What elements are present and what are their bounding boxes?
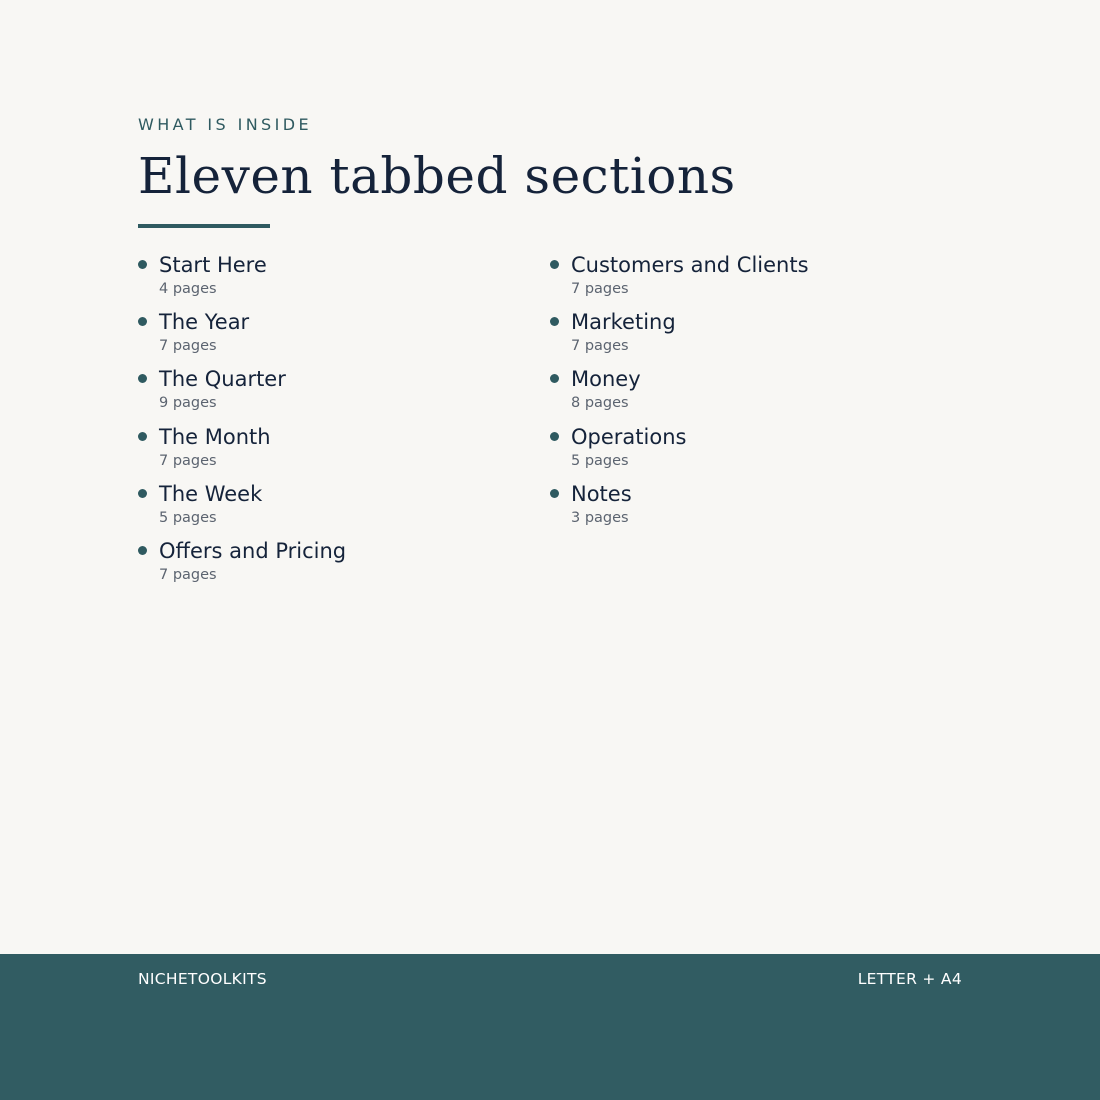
section-page-count: 7 pages — [159, 452, 217, 469]
section-item — [550, 309, 809, 366]
section-name: Customers and Clients — [571, 253, 809, 277]
footer-format: LETTER + A4 — [857, 970, 962, 988]
page-title: Eleven tabbed sections — [138, 147, 736, 205]
section-page-count: 7 pages — [571, 338, 629, 355]
title-underline-divider — [138, 224, 270, 228]
section-item — [138, 252, 346, 309]
sections-column-right — [550, 252, 809, 538]
bullet-dot-icon — [138, 432, 147, 441]
section-name: Notes — [571, 481, 632, 506]
section-item — [138, 481, 346, 538]
main-content — [138, 115, 988, 583]
eyebrow-label: WHAT IS INSIDE — [138, 115, 312, 134]
section-page-count: 9 pages — [159, 395, 217, 412]
section-page-count: 5 pages — [571, 452, 629, 469]
section-name: Offers and Pricing — [159, 538, 347, 563]
section-page-count: 8 pages — [571, 395, 629, 412]
section-page-count: 7 pages — [159, 566, 217, 583]
bullet-dot-icon — [138, 260, 147, 269]
sections-column-left — [138, 252, 346, 595]
section-item — [550, 481, 809, 538]
section-name: Start Here — [159, 253, 267, 277]
section-name: The Month — [159, 424, 271, 449]
section-page-count: 4 pages — [159, 281, 217, 297]
bullet-dot-icon — [550, 260, 559, 269]
section-item — [138, 309, 346, 366]
section-name: Marketing — [571, 310, 676, 335]
bullet-dot-icon — [138, 489, 147, 498]
bullet-dot-icon — [550, 432, 559, 441]
section-item — [138, 538, 346, 595]
section-name: The Week — [159, 481, 263, 506]
section-name: The Quarter — [159, 367, 286, 392]
section-item — [550, 366, 809, 423]
bullet-dot-icon — [550, 317, 559, 326]
section-page-count: 7 pages — [159, 338, 217, 355]
bullet-dot-icon — [138, 374, 147, 383]
section-name: Money — [571, 367, 641, 392]
section-page-count: 3 pages — [571, 509, 629, 526]
bullet-dot-icon — [138, 317, 147, 326]
section-item — [138, 366, 346, 423]
section-name: The Year — [159, 310, 250, 335]
section-name: Operations — [571, 424, 687, 449]
section-item — [138, 424, 346, 481]
section-item — [550, 424, 809, 481]
section-item — [550, 252, 809, 309]
section-page-count: 7 pages — [571, 281, 629, 297]
footer-brand: NICHETOOLKITS — [138, 970, 267, 988]
footer-band — [0, 954, 1100, 1100]
bullet-dot-icon — [550, 374, 559, 383]
section-page-count: 5 pages — [159, 509, 217, 526]
bullet-dot-icon — [138, 546, 147, 555]
bullet-dot-icon — [550, 489, 559, 498]
